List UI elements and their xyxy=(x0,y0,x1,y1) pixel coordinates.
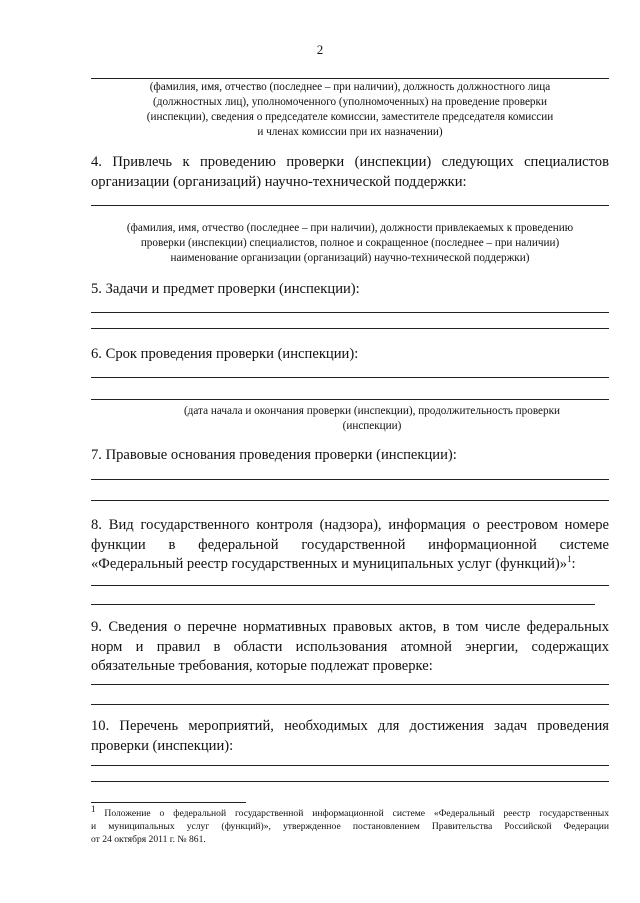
section-8-line: 8. Вид государственного контроля (надзора), информация о реестровом номере xyxy=(91,517,609,533)
section-6-heading xyxy=(91,345,609,365)
section-10-line: проверки (инспекции): xyxy=(91,737,234,754)
section-4-line: организации (организаций) научно-технической поддержки: xyxy=(91,173,467,190)
section-8-line: функции в федеральной государственной информационной системе xyxy=(91,536,609,553)
section-4-line: 4. Привлечь к проведению проверки (инспекции) следующих специалистов xyxy=(91,154,609,170)
fill-line xyxy=(91,78,609,79)
fill-line xyxy=(91,585,609,586)
fill-line xyxy=(91,328,609,329)
caption-line: проверки (инспекции) специалистов, полное и сокращенное (последнее – при наличии) xyxy=(140,237,560,249)
footnote-separator xyxy=(91,802,246,803)
section-8-line3-text: «Федеральный реестр государственных и муниципальных услуг (функций)» xyxy=(91,556,568,572)
footnote-line: от 24 октября 2011 г. № 861. xyxy=(91,834,206,845)
page-number: 2 xyxy=(316,42,324,57)
fill-line xyxy=(91,704,609,705)
footnote-marker: 1 xyxy=(91,803,96,814)
fill-line xyxy=(91,765,609,766)
section-8-heading xyxy=(91,516,609,575)
footnote-line1-text: Положение о федеральной государственной информационной системе «Федеральный реестр государственных xyxy=(104,808,609,819)
section-4-heading xyxy=(91,153,609,192)
caption-inspectors xyxy=(91,80,609,140)
section-8-line xyxy=(91,555,609,575)
fill-line xyxy=(91,312,609,313)
footnote xyxy=(91,803,609,846)
section-9-line: обязательные требования, которые подлежат проверке: xyxy=(91,658,433,674)
caption-line: (должностных лиц), уполномоченного (уполномоченных) на проведение проверки xyxy=(153,96,547,108)
section-10-heading xyxy=(91,717,609,756)
caption-line: наименование организации (организаций) научно-технической поддержки) xyxy=(170,252,530,264)
caption-line: (фамилия, имя, отчество (последнее – при наличии), должность должностного лица xyxy=(149,81,551,93)
footnote-ref: 1 xyxy=(567,554,572,565)
section-9-line: 9. Сведения о перечне нормативных правовых актов, в том числе федеральных xyxy=(91,619,609,635)
fill-line xyxy=(91,604,595,605)
fill-line xyxy=(91,377,609,378)
fill-line xyxy=(91,479,609,480)
caption-dates xyxy=(135,404,609,434)
caption-line: и членах комиссии при их назначении) xyxy=(257,126,443,138)
footnote-line xyxy=(91,803,609,820)
caption-line: (фамилия, имя, отчество (последнее – при наличии), должности привлекаемых к проведению xyxy=(126,222,574,234)
section-5-heading xyxy=(91,280,609,300)
caption-specialists xyxy=(91,221,609,266)
fill-line xyxy=(91,684,609,685)
section-9-line: норм и правил в области использования атомной энергии, содержащих xyxy=(91,638,609,655)
section-6-line: 6. Срок проведения проверки (инспекции): xyxy=(91,346,359,362)
section-9-heading xyxy=(91,618,609,677)
section-8-line3-suffix: : xyxy=(571,556,576,572)
section-5-line: 5. Задачи и предмет проверки (инспекции): xyxy=(91,281,360,297)
fill-line xyxy=(91,205,609,206)
fill-line xyxy=(91,781,609,782)
section-7-heading xyxy=(91,446,609,466)
caption-line: (инспекции), сведения о председателе комиссии, заместителе председателя комиссии xyxy=(146,111,554,123)
footnote-line: и муниципальных услуг (функций)», утвержденное постановлением Правительства Российской Федерации xyxy=(91,821,609,832)
caption-line: (дата начала и окончания проверки (инспекции), продолжительность проверки xyxy=(183,405,561,417)
fill-line xyxy=(91,500,609,501)
section-7-line: 7. Правовые основания проведения проверки (инспекции): xyxy=(91,447,457,463)
caption-line: (инспекции) xyxy=(342,420,402,432)
section-10-line: 10. Перечень мероприятий, необходимых для достижения задач проведения xyxy=(91,718,609,734)
fill-line xyxy=(91,399,609,400)
